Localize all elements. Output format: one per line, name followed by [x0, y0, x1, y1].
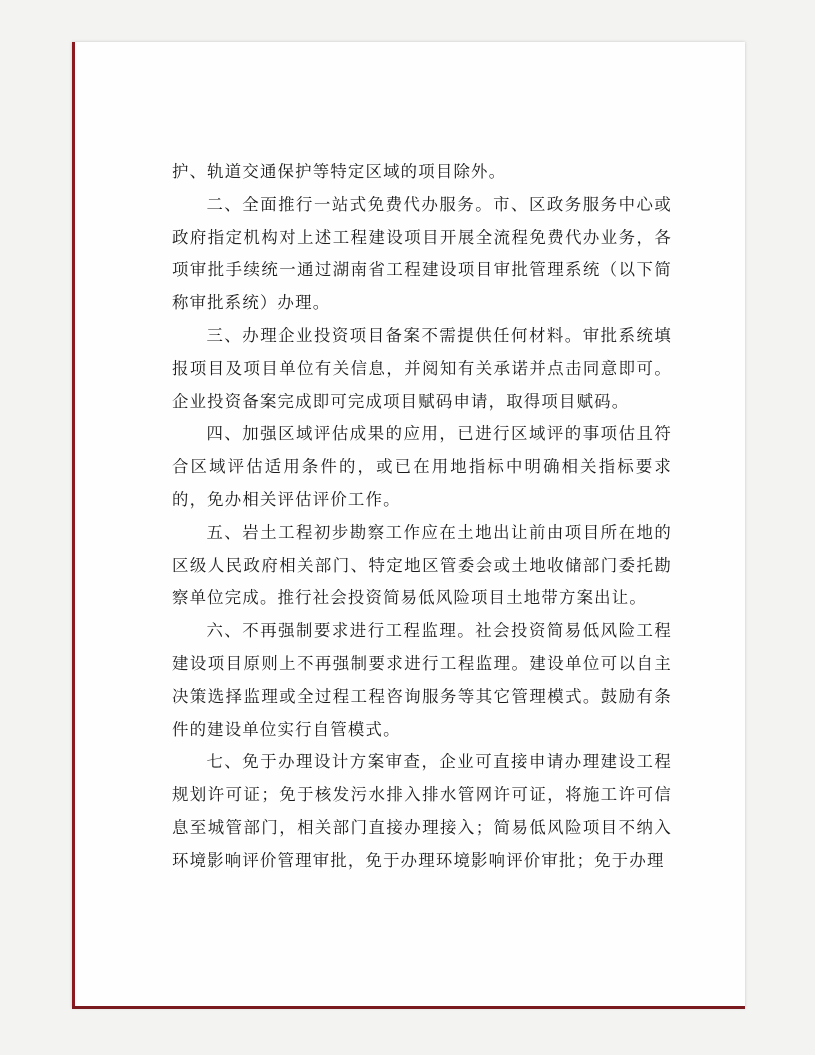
page-left-edge [72, 42, 75, 1008]
paragraph-item-6: 六、不再强制要求进行工程监理。社会投资简易低风险工程建设项目原则上不再强制要求进行工程监理。建设单位可以自主决策选择监理或全过程工程咨询服务等其它管理模式。鼓励有条件的建设单位实行自管模式。 [172, 621, 672, 739]
document-body [172, 156, 672, 878]
paragraph-item-2: 二、全面推行一站式免费代办服务。市、区政务服务中心或政府指定机构对上述工程建设项目开展全流程免费代办业务，各项审批手续统一通过湖南省工程建设项目审批管理系统（以下简称审批系统）办理。 [172, 194, 672, 313]
paragraph-item-3: 三、办理企业投资项目备案不需提供任何材料。审批系统填报项目及项目单位有关信息，并阅知有关承诺并点击同意即可。企业投资备案完成即可完成项目赋码申请，取得项目赋码。 [172, 325, 672, 411]
paragraph-item-5: 五、岩土工程初步勘察工作应在土地出让前由项目所在地的区级人民政府相关部门、特定地区管委会或土地收储部门委托勘察单位完成。推行社会投资简易低风险项目土地带方案出让。 [172, 522, 672, 608]
page-bottom-edge [72, 1006, 745, 1009]
paragraph-item-7: 七、免于办理设计方案审查，企业可直接申请办理建设工程规划许可证；免于核发污水排入排水管网许可证，将施工许可信息至城管部门，相关部门直接办理接入；简易低风险项目不纳入环境影响评价管理审批，免于办理环境影响评价审批；免于办理 [172, 752, 672, 870]
paragraph-continuation: 护、轨道交通保护等特定区域的项目除外。 [172, 162, 507, 181]
paragraph-item-4: 四、加强区域评估成果的应用，已进行区域评的事项估且符合区域评估适用条件的，或已在用地指标中明确相关指标要求的，免办相关评估评价工作。 [172, 424, 672, 509]
